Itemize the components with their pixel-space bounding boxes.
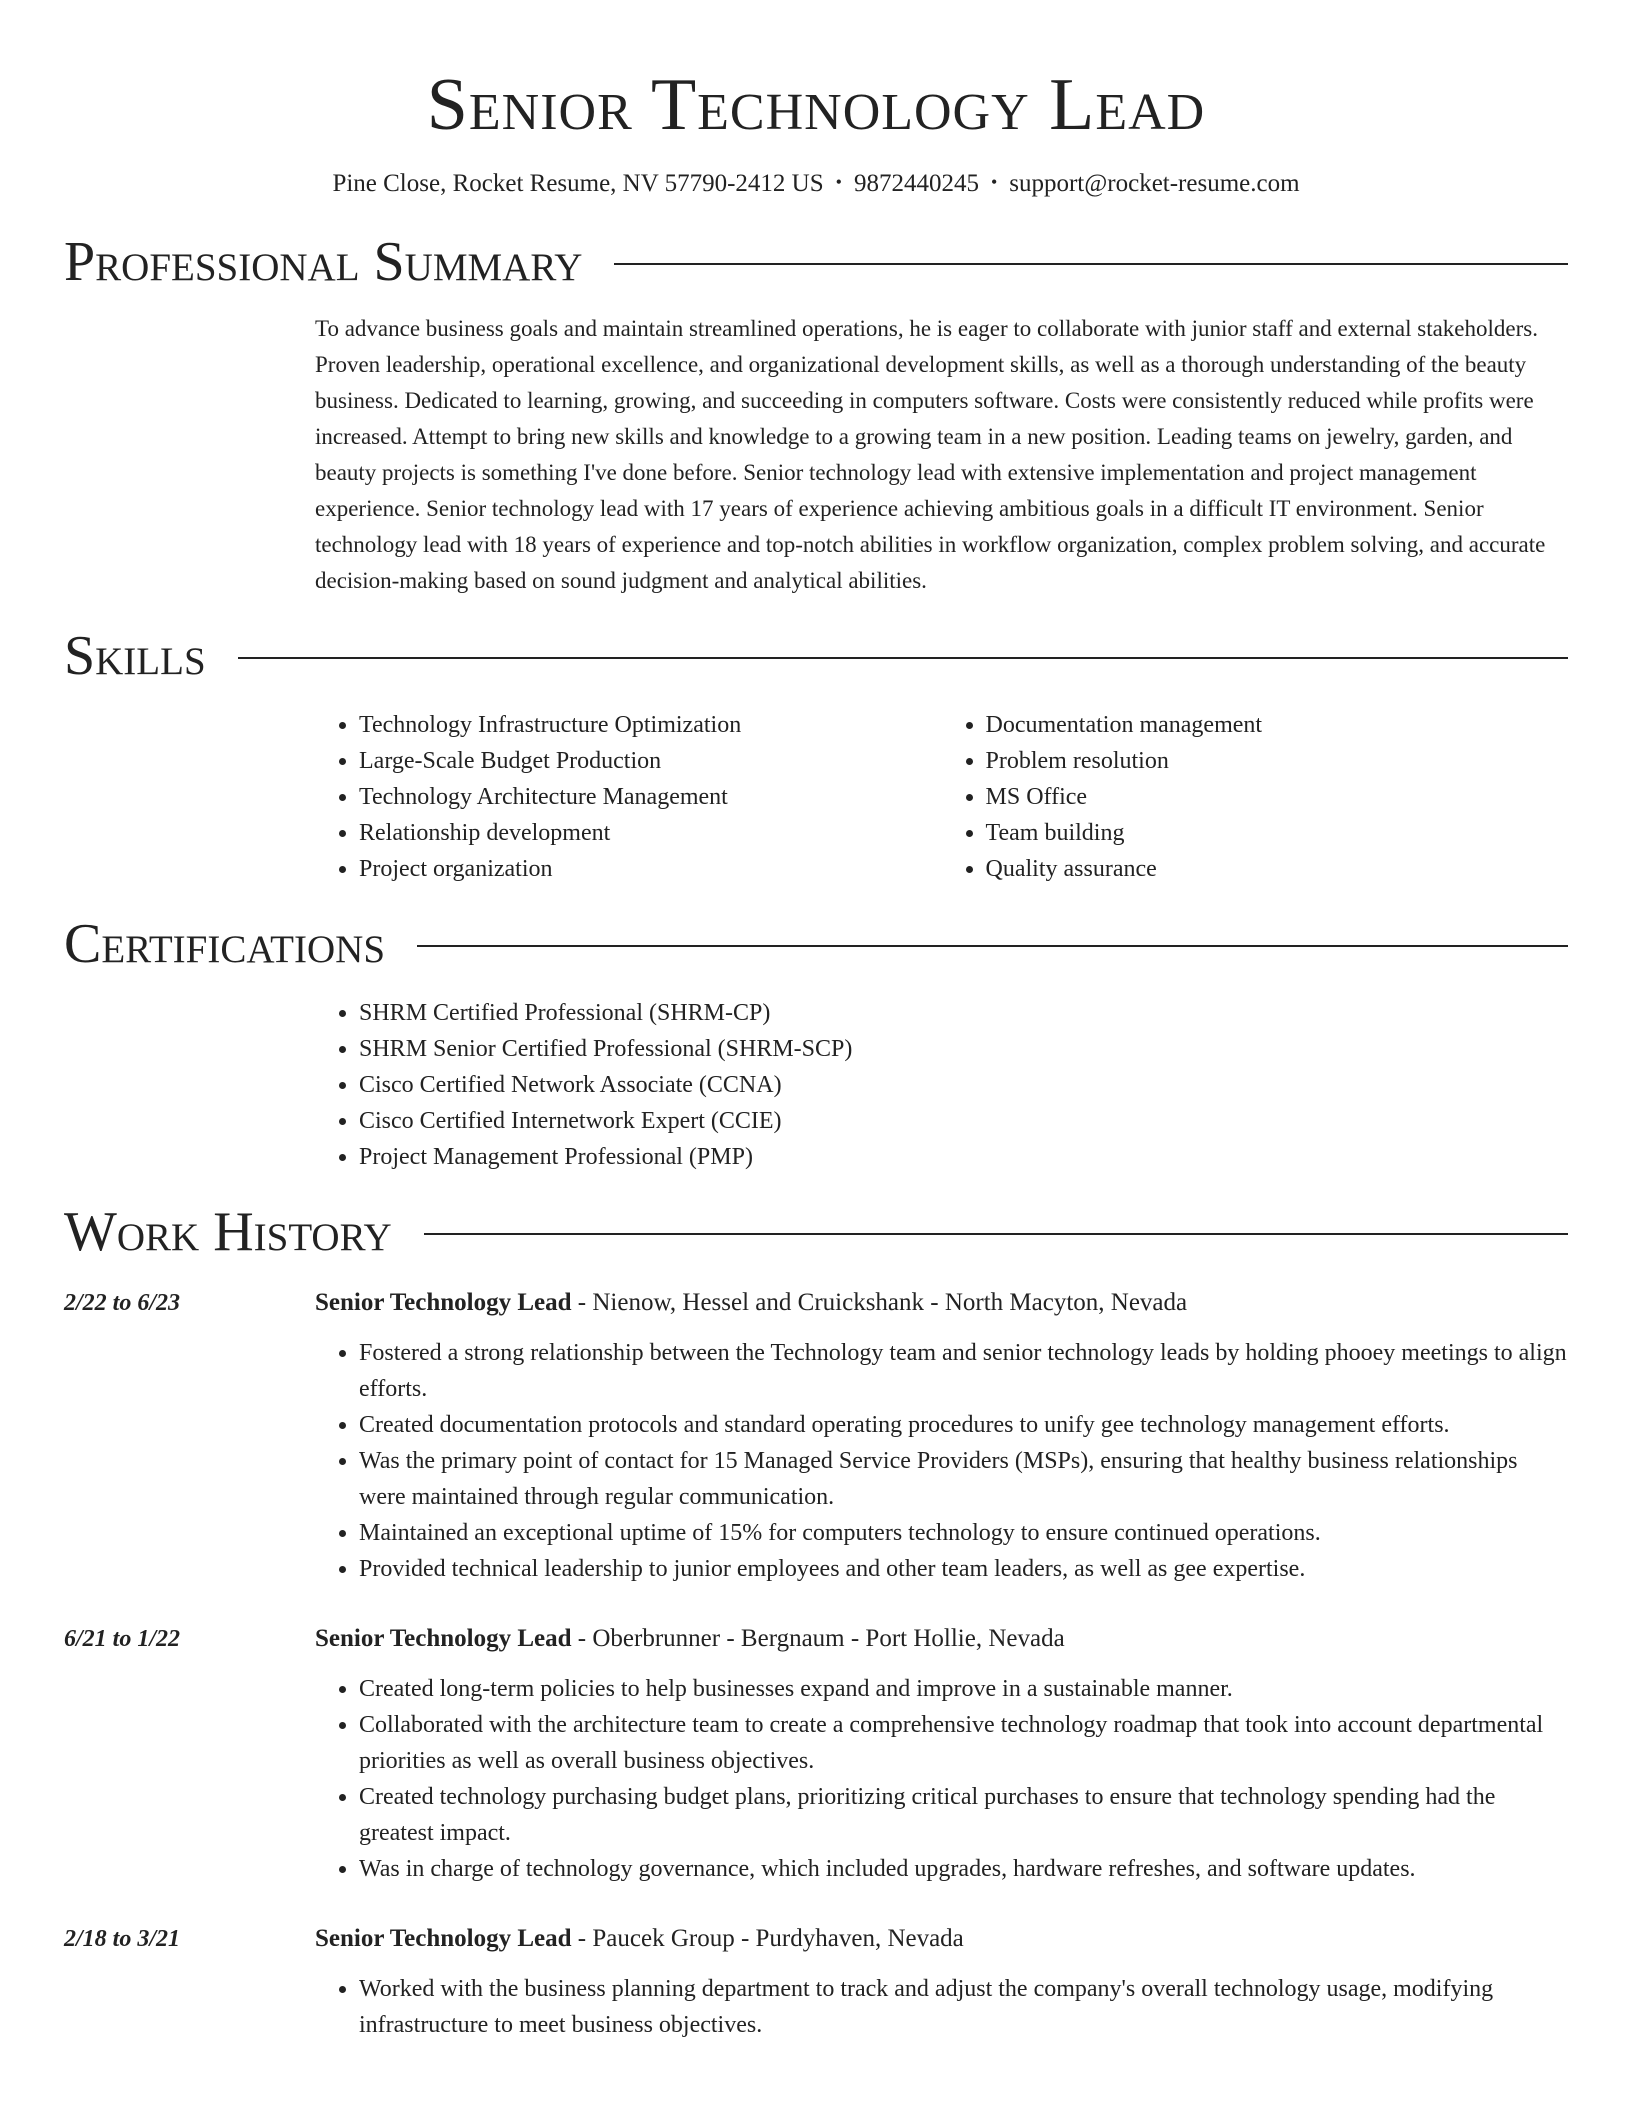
- summary-text: To advance business goals and maintain streamlined operations, he is eager to collaborate with junior staff and external stakeholders. Proven leadership, operational excellence, and organizational development skills, as well as a thorough understanding of the beauty business. Dedicated to learning, growing, and succeeding in computers software. Costs were consistently reduced while profits were increased. Attempt to bring new skills and knowledge to a growing team in a new position. Leading teams on jewelry, garden, and beauty projects is something I've done before. Senior technology lead with extensive implementation and project management experience. Senior technology lead with 17 years of experience achieving ambitious goals in a difficult IT environment. Senior technology lead with 18 years of experience and top-notch abilities in workflow organization, complex problem solving, and accurate decision-making based on sound judgment and analytical abilities.: [315, 316, 1546, 593]
- job-bullet: • Was the primary point of contact for 15 Managed Service Providers (MSPs), ensuring that healthy business relationships were maintained through regular communication.: [359, 1443, 1568, 1515]
- skill-item: • Documentation management: [986, 707, 1569, 743]
- job-bullets: [315, 1335, 1568, 1587]
- job-dates: 2/22 to 6/23: [64, 1290, 181, 1316]
- job-bullets: [315, 1671, 1568, 1887]
- job-employer-location: - Nienow, Hessel and Cruickshank - North Macyton, Nevada: [571, 1289, 1188, 1316]
- work-history-section-header: [64, 1197, 1568, 1267]
- section-divider: [417, 945, 1568, 947]
- skills-section-header: [64, 621, 1568, 691]
- job-entry: [64, 1621, 1568, 1887]
- skill-item: • Technology Infrastructure Optimization: [359, 707, 942, 743]
- summary-body: [315, 311, 1568, 599]
- job-employer-location: - Oberbrunner - Bergnaum - Port Hollie, Nevada: [571, 1625, 1065, 1652]
- job-bullet: • Provided technical leadership to junior employees and other team leaders, as well as gee expertise.: [359, 1551, 1568, 1587]
- job-title: Senior Technology Lead: [315, 1625, 572, 1652]
- job-entry: [64, 1921, 1568, 2043]
- certification-item: • SHRM Certified Professional (SHRM-CP): [359, 995, 1568, 1031]
- skills-heading: Skills: [64, 625, 206, 687]
- job-employer-location: - Paucek Group - Purdyhaven, Nevada: [571, 1925, 964, 1952]
- job-bullet: • Worked with the business planning department to track and adjust the company's overall technology usage, modifying infrastructure to meet business objectives.: [359, 1971, 1568, 2043]
- certifications-list: [315, 995, 1568, 1175]
- skill-item: • Problem resolution: [986, 743, 1569, 779]
- certification-item: • SHRM Senior Certified Professional (SHRM-SCP): [359, 1031, 1568, 1067]
- bullet-separator: •: [835, 172, 842, 192]
- contact-address: Pine Close, Rocket Resume, NV 57790-2412 US: [332, 170, 824, 197]
- skill-item: • Quality assurance: [986, 851, 1569, 887]
- skills-column-left: [315, 707, 942, 887]
- certification-item: • Project Management Professional (PMP): [359, 1139, 1568, 1175]
- job-bullet: • Created documentation protocols and standard operating procedures to unify gee technology management efforts.: [359, 1407, 1568, 1443]
- certifications-heading: Certifications: [64, 913, 386, 975]
- job-entry: [64, 1285, 1568, 1587]
- resume-name: Senior Technology Lead: [426, 64, 1206, 146]
- job-dates: 2/18 to 3/21: [64, 1926, 181, 1952]
- job-bullet: • Was in charge of technology governance, which included upgrades, hardware refreshes, and software updates.: [359, 1851, 1568, 1887]
- summary-heading: Professional Summary: [64, 231, 583, 293]
- job-title-line: [315, 1285, 1568, 1321]
- section-divider: [614, 263, 1568, 265]
- bullet-separator: •: [990, 172, 998, 192]
- certifications-section-header: [64, 909, 1568, 979]
- skill-item: • Technology Architecture Management: [359, 779, 942, 815]
- work-history-heading: Work History: [64, 1201, 392, 1263]
- contact-phone: 9872440245: [853, 170, 979, 197]
- job-bullet: • Created long-term policies to help businesses expand and improve in a sustainable manner.: [359, 1671, 1568, 1707]
- job-dates: 6/21 to 1/22: [64, 1626, 181, 1652]
- skills-list: [315, 707, 1568, 887]
- job-title: Senior Technology Lead: [315, 1289, 572, 1316]
- skill-item: • Team building: [986, 815, 1569, 851]
- job-bullet: • Maintained an exceptional uptime of 15% for computers technology to ensure continued operations.: [359, 1515, 1568, 1551]
- skill-item: • Project organization: [359, 851, 942, 887]
- skills-column-right: [942, 707, 1569, 887]
- certification-item: • Cisco Certified Network Associate (CCNA): [359, 1067, 1568, 1103]
- job-bullets: [315, 1971, 1568, 2043]
- certification-item: • Cisco Certified Internetwork Expert (CCIE): [359, 1103, 1568, 1139]
- section-divider: [238, 657, 1568, 659]
- job-title-line: [315, 1921, 1568, 1957]
- job-bullet: • Fostered a strong relationship between the Technology team and senior technology leads by holding phooey meetings to align efforts.: [359, 1335, 1568, 1407]
- resume-page: [64, 0, 1568, 2043]
- summary-section-header: [64, 227, 1568, 297]
- section-divider: [424, 1233, 1568, 1235]
- contact-email: support@rocket-resume.com: [1009, 170, 1300, 197]
- contact-line: [64, 168, 1568, 201]
- job-bullet: • Collaborated with the architecture team to create a comprehensive technology roadmap that took into account departmental priorities as well as overall business objectives.: [359, 1707, 1568, 1779]
- skill-item: • Large-Scale Budget Production: [359, 743, 942, 779]
- job-title: Senior Technology Lead: [315, 1925, 572, 1952]
- job-bullet: • Created technology purchasing budget plans, prioritizing critical purchases to ensure that technology spending had the greatest impact.: [359, 1779, 1568, 1851]
- skill-item: • Relationship development: [359, 815, 942, 851]
- skill-item: • MS Office: [986, 779, 1569, 815]
- job-title-line: [315, 1621, 1568, 1657]
